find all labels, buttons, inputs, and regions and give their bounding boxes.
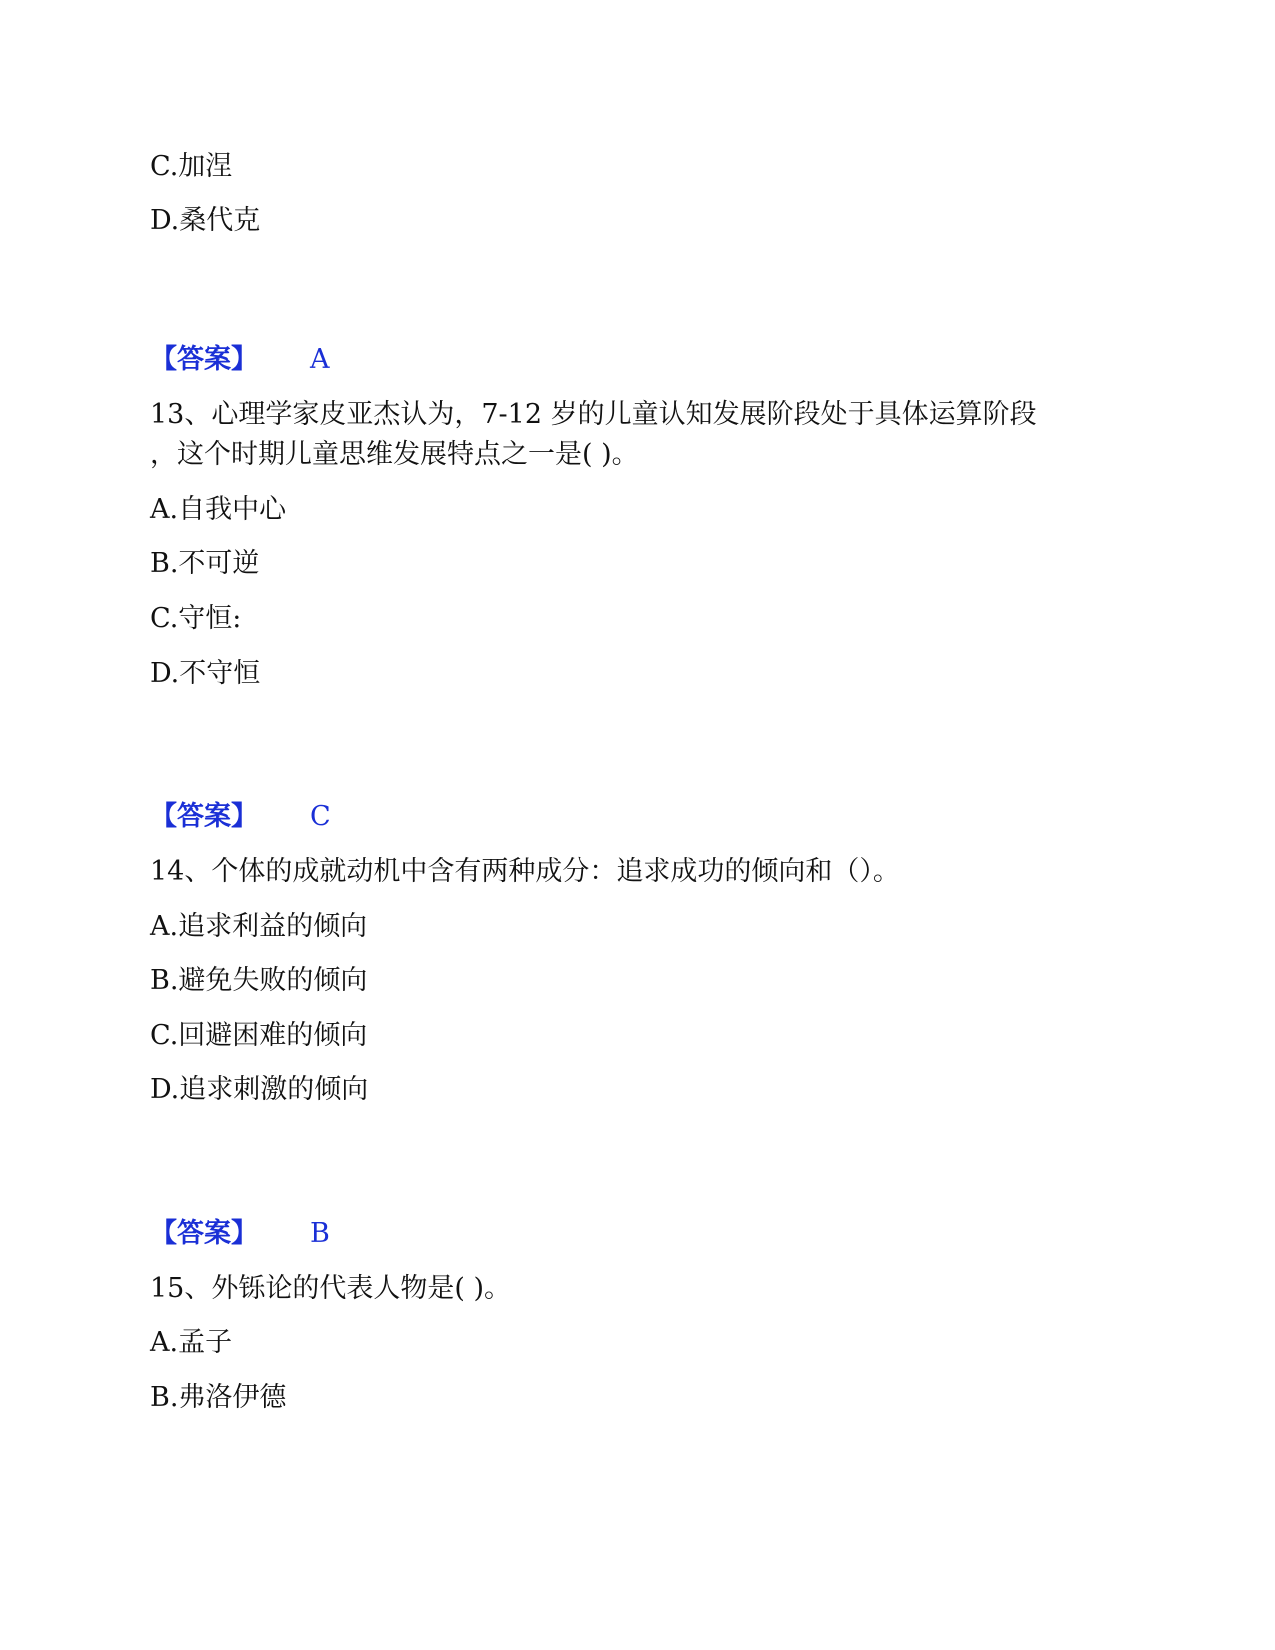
option-d: D.桑代克 (150, 205, 261, 236)
question-13-text-cont: ，这个时期儿童思维发展特点之一是( )。 (150, 439, 639, 470)
q13-option-c: C.守恒: (150, 603, 242, 634)
q14-option-b: B.避免失败的倾向 (150, 965, 368, 996)
q13-answer-row (150, 800, 450, 834)
option-c: C.加涅 (150, 151, 233, 182)
answer-label: 【答案】 (150, 1218, 258, 1249)
answer-label: 【答案】 (150, 801, 258, 832)
q14-option-c: C.回避困难的倾向 (150, 1020, 368, 1051)
q14-answer-row (150, 1217, 450, 1251)
question-14-text: 14、个体的成就动机中含有两种成分：追求成功的倾向和（）。 (150, 856, 900, 887)
q14-option-d: D.追求刺激的倾向 (150, 1074, 369, 1105)
question-13-text: 13、心理学家皮亚杰认为，7-12 岁的儿童认知发展阶段处于具体运算阶段 (150, 399, 1037, 430)
answer-value: C (310, 801, 331, 832)
question-15-text: 15、外铄论的代表人物是( )。 (150, 1273, 512, 1304)
q15-option-b: B.弗洛伊德 (150, 1382, 287, 1413)
answer-value: A (310, 344, 330, 375)
q13-option-d: D.不守恒 (150, 658, 261, 689)
q15-option-a: A.孟子 (150, 1327, 233, 1358)
q14-option-a: A.追求利益的倾向 (150, 911, 368, 942)
answer-row (150, 343, 450, 377)
answer-label: 【答案】 (150, 344, 258, 375)
answer-value: B (310, 1218, 330, 1249)
q13-option-a: A.自我中心 (150, 494, 287, 525)
q13-option-b: B.不可逆 (150, 548, 260, 579)
